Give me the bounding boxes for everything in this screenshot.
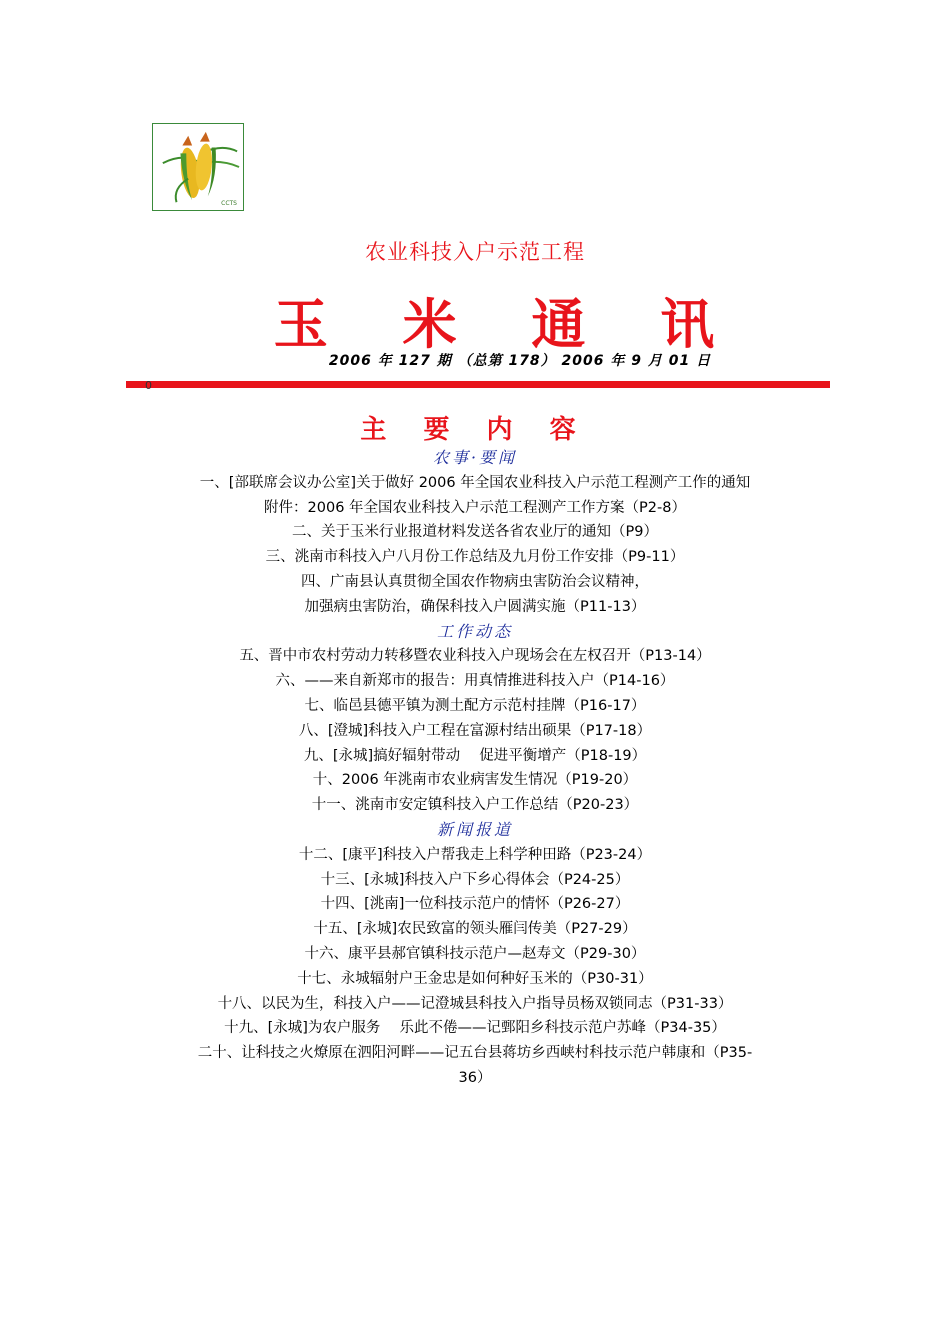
toc-item: 十九、[永城]为农户服务 乐此不倦——记鄄阳乡科技示范户苏峰（P34-35）	[224, 1020, 726, 1037]
toc-item: 十七、永城辐射户王金忠是如何种好玉米的（P30-31）	[297, 970, 653, 987]
toc-item: 十三、[永城]科技入户下乡心得体会（P24-25）	[320, 871, 630, 888]
toc-item: 九、[永城]搞好辐射带动 促进平衡增产（P18-19）	[303, 747, 647, 764]
toc-item: 四、广南县认真贯彻全国农作物病虫害防治会议精神，	[301, 573, 649, 590]
header-divider	[126, 381, 830, 388]
corn-logo	[152, 123, 244, 211]
toc-item: 36）	[458, 1069, 492, 1086]
toc-item: 七、临邑县德平镇为测土配方示范村挂牌（P16-17）	[304, 697, 646, 714]
toc-item: 附件：2006 年全国农业科技入户示范工程测产工作方案（P2-8）	[264, 499, 686, 516]
toc-item: 八、[澄城]科技入户工程在富源村结出硕果（P17-18）	[298, 722, 652, 739]
toc-item: 十一、洮南市安定镇科技入户工作总结（P20-23）	[311, 797, 639, 814]
rule-mark: 0	[145, 379, 152, 392]
toc-item: 一、[部联席会议办公室]关于做好 2006 年全国农业科技入户示范工程测产工作的通知	[199, 474, 751, 491]
toc-section-heading: 工作动态	[436, 621, 513, 641]
table-of-contents	[0, 446, 950, 1091]
toc-item: 三、洮南市科技入户八月份工作总结及九月份工作安排（P9-11）	[265, 549, 685, 566]
program-subtitle: 农业科技入户示范工程	[365, 240, 585, 264]
newsletter-title: 玉 米 通 讯	[273, 292, 743, 356]
toc-item: 二十、让科技之火燎原在泗阳河畔——记五台县蒋坊乡西峡村科技示范户韩康和（P35-	[197, 1045, 753, 1062]
toc-item: 加强病虫害防治，确保科技入户圆满实施（P11-13）	[304, 598, 646, 615]
toc-title: 主 要 内 容	[360, 415, 590, 445]
toc-item: 十、2006 年洮南市农业病害发生情况（P19-20）	[312, 772, 638, 789]
toc-item: 十五、[永城]农民致富的领头雁闫传美（P27-29）	[313, 921, 637, 938]
toc-item: 六、——来自新郑市的报告：用真情推进科技入户（P14-16）	[275, 673, 675, 690]
toc-item: 十六、康平县郝官镇科技示范户—赵寿文（P29-30）	[304, 945, 646, 962]
toc-item: 十八、以民为生，科技入户——记澄城县科技入户指导员杨双锁同志（P31-33）	[217, 995, 733, 1012]
toc-section-heading: 农事·要闻	[432, 448, 518, 467]
corn-icon	[153, 124, 243, 210]
issue-line: 2006 年 127 期 （总第 178） 2006 年 9 月 01 日	[328, 353, 712, 369]
logo-text: CCTS	[221, 200, 237, 207]
toc-item: 十二、[康平]科技入户帮我走上科学种田路（P23-24）	[298, 846, 652, 863]
toc-item: 五、晋中市农村劳动力转移暨农业科技入户现场会在左权召开（P13-14）	[239, 648, 711, 665]
toc-item: 十四、[洮南]一位科技示范户的情怀（P26-27）	[320, 896, 630, 913]
toc-section-heading: 新闻报道	[436, 819, 513, 839]
toc-item: 二、关于玉米行业报道材料发送各省农业厅的通知（P9）	[292, 524, 658, 541]
